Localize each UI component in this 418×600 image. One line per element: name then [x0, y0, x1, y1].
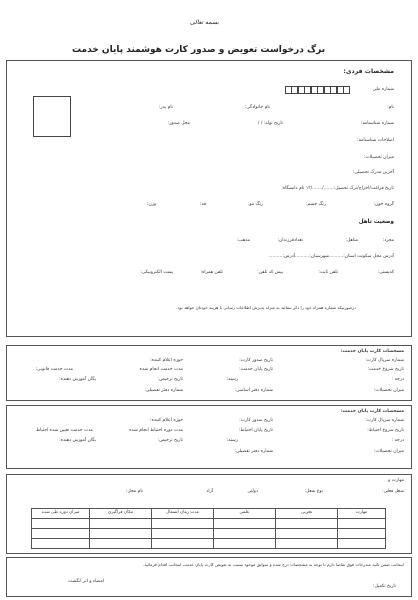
- personal-section-title: مشخصات فردی:: [343, 68, 394, 75]
- card1-legal: مدت خدمت قانونی:: [35, 367, 73, 372]
- national-id-boxes[interactable]: [285, 86, 350, 94]
- card2-title: مشخصات کارت پایان خدمت:: [340, 409, 404, 414]
- workplace-label: نام محل:: [125, 489, 143, 494]
- card2-education: میزان تحصیلات:: [373, 449, 404, 454]
- job-status-label: شغل فعلی:: [382, 489, 404, 494]
- table-row[interactable]: [32, 519, 386, 529]
- card2-reserve-period: مدت دوره احتیاط انجام شده: [129, 428, 183, 433]
- card1-issue-date: تاریخ صدور کارت:: [239, 358, 273, 363]
- photo-box: [33, 96, 71, 137]
- card2-station: حوزه اعلام کننده:: [150, 418, 183, 423]
- id-corrections-label: اصلاحات شناسنامه:: [357, 138, 394, 143]
- hair-color-label: رنگ مو:: [247, 202, 263, 207]
- last-degree-label: آخرین مدرک تحصیلی:: [352, 170, 394, 175]
- graduation-label: تاریخ فراغت/اخراج/ترک تحصیل:......./......./۱۳ نام دانشگاه:: [281, 186, 394, 191]
- card2-branch: رسته:: [226, 438, 238, 443]
- card1-start-date: تاریخ شروع خدمت:: [367, 367, 404, 372]
- email-label: پست الکترونیکی:: [140, 270, 173, 275]
- gov-option[interactable]: دولتی: [247, 489, 258, 494]
- bismillah: بسمه تعالی: [190, 19, 219, 26]
- card2-issue-date: تاریخ صدور کارت:: [239, 418, 273, 423]
- children-label: تعدادفرزندان:: [277, 238, 303, 243]
- card1-education: میزان تحصیلات:: [373, 388, 404, 393]
- card1-training: یگان آموزش دهنده:: [59, 377, 96, 382]
- card2-serial: شماره سریال کارت:: [365, 418, 404, 423]
- married-label: متاهل:: [345, 238, 358, 243]
- card2-reserve-legal: مدت خدمت تعیین شده احتیاط: [35, 428, 93, 433]
- card1-end-date: تاریخ پایان خدمت:: [239, 367, 273, 372]
- table-row: [32, 509, 386, 519]
- religion-label: مذهب:: [236, 238, 250, 243]
- card1-serial: شماره سریال کارت:: [365, 358, 404, 363]
- address-label: آدرس محل سکونت استان:..........شهرستان:..........آدرس:..........: [268, 254, 394, 259]
- card1-branch: رسته:: [226, 377, 238, 382]
- home-phone-label: تلفن ثابت:: [318, 270, 338, 275]
- table-header: تجربی: [276, 509, 338, 519]
- first-name-label: نام:: [387, 105, 394, 110]
- table-row[interactable]: [32, 539, 386, 549]
- last-name-label: نام خانوادگی:: [244, 105, 270, 110]
- height-label: قد:: [199, 202, 206, 207]
- card1-spec: تاریخ ترخیص:: [157, 377, 183, 382]
- issue-place-label: محل صدور:: [167, 121, 190, 126]
- card2-discharge: تاریخ ترخیص:: [157, 438, 183, 443]
- card2-start-reserve: تاریخ شروع احتیاط:: [367, 428, 404, 433]
- table-header: مکان فراگیری: [90, 509, 152, 519]
- skills-title: مهارت و: [388, 478, 404, 483]
- table-header: مهارت: [338, 509, 386, 519]
- table-header: مدت زمان اشتغال: [152, 509, 214, 519]
- skills-table: [31, 508, 386, 549]
- table-header: میزان دوره طی شده: [32, 509, 90, 519]
- job-type-label: نوع شغل:: [304, 489, 323, 494]
- signature-label: امضاء و اثر انگشت: [68, 579, 104, 584]
- card1-detail-no: شماره دفتر تفصیلی:: [144, 388, 183, 393]
- weight-label: وزن:: [146, 202, 156, 207]
- marital-section-title: وضعیت تاهل: [358, 219, 394, 225]
- mobile-label: تلفن همراه:: [200, 270, 223, 275]
- card1-served: مدت خدمت انجام شده: [139, 367, 183, 372]
- table-header: علمی: [214, 509, 276, 519]
- id-number-label: شماره شناسنامه:: [360, 121, 394, 126]
- card2-end-reserve: تاریخ پایان احتیاط:: [238, 428, 273, 433]
- table-row[interactable]: [32, 529, 386, 539]
- mobile-notice: درصورتیکه شماره همراه خود را ذکر ننمائید به منزله پذیرش اطلاعات رسانی با هزینه خودتان خواهد بود.: [176, 305, 356, 310]
- free-option[interactable]: آزاد: [206, 489, 213, 494]
- card-section-2-box: [6, 405, 412, 469]
- blood-type-label: گروه خون:: [373, 202, 394, 207]
- area-code-label: پیش کد تلفن:: [257, 270, 283, 275]
- card1-rank: درجه :: [391, 377, 404, 382]
- national-id-label: شماره ملی: [372, 87, 394, 92]
- form-title: برگ درخواست تعویض و صدور کارت هوشمند پایان خدمت: [72, 45, 326, 55]
- card2-register: شماره دفتر تفصیلی:: [234, 449, 273, 454]
- single-label: مجرد:: [382, 238, 394, 243]
- birth-date-label: تاریخ تولد: / /: [257, 121, 283, 126]
- education-label: میزان تحصیلات:: [363, 155, 394, 160]
- card1-station: حوزه اعلام کننده:: [150, 358, 183, 363]
- postal-code-label: کدپستی:: [377, 270, 394, 275]
- eye-color-label: رنگ چشم:: [305, 202, 326, 207]
- declaration-text: اینجانب ضمن تائید مندرجات فوق تقاضا دارم با توجه به مشخصات درج شده و سوابق موجود نسبت به تعویض کارت پایان خدمت اینجانب اقدام فرمائید.: [142, 562, 404, 567]
- completion-date-label: تاریخ تکمیل:: [372, 584, 396, 589]
- card2-rank: درجه :: [391, 438, 404, 443]
- card2-training: یگان آموزش دهنده:: [59, 438, 96, 443]
- father-name-label: نام پدر:: [158, 105, 173, 110]
- card1-title: مشخصات کارت پایان خدمت:: [340, 349, 404, 354]
- card1-register: شماره دفتر اساسی:: [234, 388, 273, 393]
